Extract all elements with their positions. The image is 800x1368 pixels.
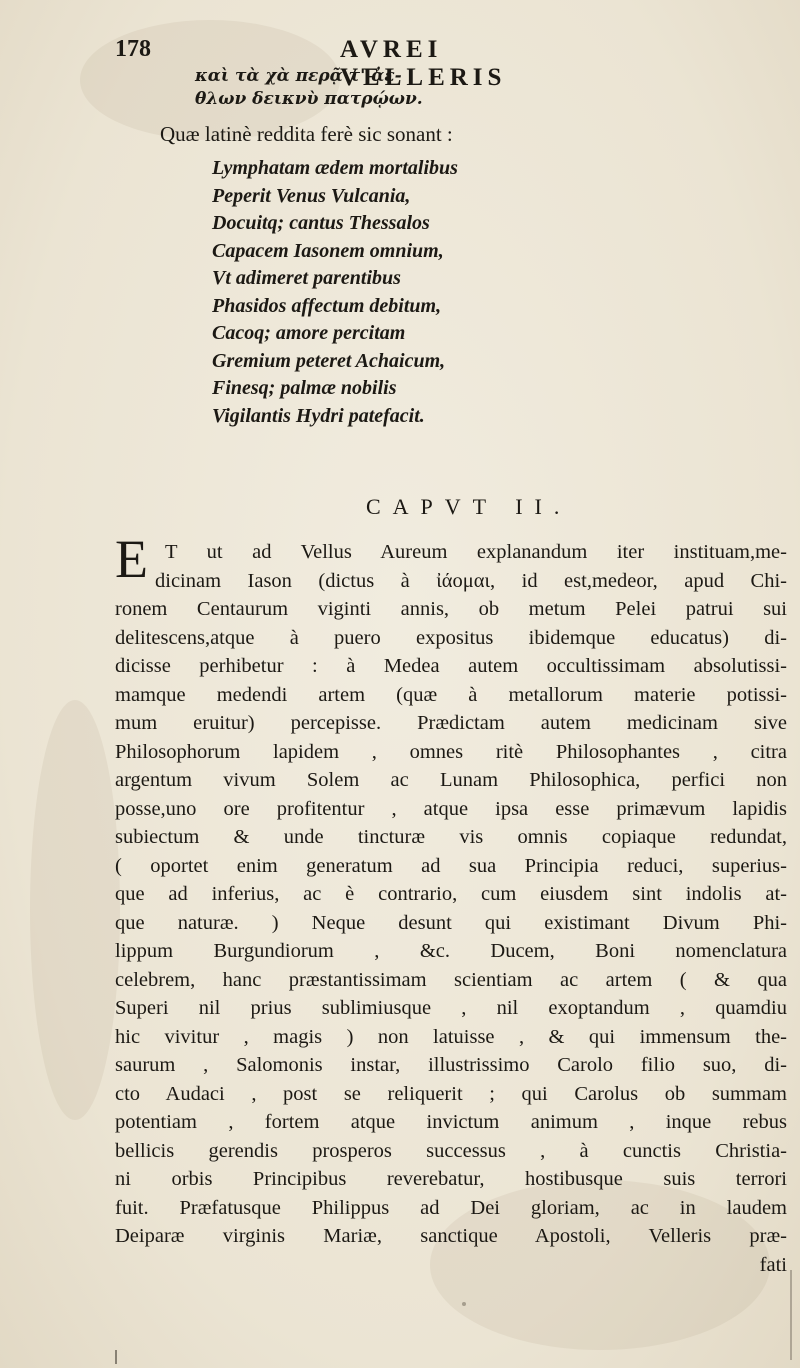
poem-line: Finesq; palmæ nobilis (212, 377, 397, 399)
body-text (115, 538, 787, 1279)
poem-line: Phasidos affectum debitum, (212, 294, 442, 317)
text-line: mum eruitur) percepisse. Prædictam autem medicinam sive (115, 712, 787, 734)
text-line: argentum vivum Solem ac Lunam Philosophica, perfici non (115, 769, 787, 791)
catchword: fati (759, 1253, 787, 1276)
text-line: que ad inferius, ac è contrario, cum eiusdem sint indolis at- (115, 883, 787, 905)
text-line: delitescens,atque à puero expositus ibidemque educatus) di- (115, 626, 787, 649)
text-line: celebrem, hanc præstantissimam scientiam ac artem ( & qua (115, 968, 787, 991)
text-line: T ut ad Vellus Aureum explanandum iter instituam,me- (165, 541, 787, 563)
text-line: dicisse perhibetur : à Medea autem occultissimam absolutissi- (115, 655, 787, 677)
text-line: que naturæ. ) Neque desunt qui existimant Divum Phi- (115, 911, 787, 934)
text-line: ronem Centaurum viginti annis, ob metum Pelei patrui sui (115, 598, 787, 620)
text-line: ni orbis Principibus reverebatur, hostibusque suis terrori (115, 1168, 787, 1190)
drop-cap-initial: E (115, 529, 148, 589)
text-line: cto Audaci , post se reliquerit ; qui Carolus ob summam (115, 1082, 787, 1105)
poem-line: Capacem Iasonem omnium, (212, 239, 444, 262)
text-line: mamque medendi artem (quæ à metallorum materie potissi- (115, 683, 787, 706)
text-line: dicinam Iason (dictus à ἰάομαι, id est,medeor, apud Chi- (155, 569, 787, 592)
text-line: potentiam , fortem atque invictum animum , inque rebus (115, 1111, 787, 1133)
text-line: ( oportet enim generatum ad sua Principia reduci, superius- (115, 854, 787, 877)
chapter-heading: CAPVT II. (366, 494, 572, 519)
poem-line: Vigilantis Hydri patefacit. (212, 404, 425, 427)
poem-line: Lymphatam ædem mortalibus (212, 157, 458, 179)
text-line: Deiparæ virginis Mariæ, sanctique Apostoli, Velleris præ- (115, 1225, 787, 1247)
greek-verse-line: καὶ τὰ χὰ περᾷ τ' ἀε- (195, 66, 402, 86)
text-line: Superi nil prius sublimiusque , nil exoptandum , quamdiu (115, 997, 787, 1019)
text-line: hic vivitur , magis ) non latuisse , & qui immensum the- (115, 1025, 787, 1048)
text-line: bellicis gerendis prosperos successus , à cunctis Christia- (115, 1139, 787, 1162)
intro-sentence: Quæ latinè reddita ferè sic sonant : (160, 122, 453, 146)
text-line: posse,uno ore profitentur , atque ipsa esse primævum lapidis (115, 797, 787, 820)
page-number: 178 (115, 36, 151, 62)
text-line: lippum Burgundiorum , &c. Ducem, Boni nomenclatura (115, 940, 787, 962)
text-line: fuit. Præfatusque Philippus ad Dei gloriam, ac in laudem (115, 1196, 787, 1219)
poem-line: Cacoq; amore percitam (212, 322, 406, 344)
text-line: Philosophorum lapidem , omnes ritè Philosophantes , citra (115, 740, 787, 763)
text-line: subiectum & unde tincturæ vis omnis copiaque redundat, (115, 826, 787, 848)
latin-poem (212, 155, 458, 430)
paper-mark (115, 1350, 117, 1364)
poem-line: Vt adimeret parentibus (212, 267, 401, 289)
text-line: saurum , Salomonis instar, illustrissimo Carolo filio suo, di- (115, 1054, 787, 1076)
paper-mark (462, 1302, 466, 1306)
poem-line: Gremium peteret Achaicum, (212, 349, 446, 372)
greek-verse-line: θλων δεικνὺ πατρῴων. (195, 89, 423, 109)
paper-mark (790, 1270, 792, 1360)
poem-line: Peperit Venus Vulcania, (212, 184, 411, 207)
running-head: AVREI VELLERIS (340, 36, 507, 91)
paper-stain (30, 700, 120, 1120)
poem-line: Docuitq; cantus Thessalos (212, 212, 430, 234)
